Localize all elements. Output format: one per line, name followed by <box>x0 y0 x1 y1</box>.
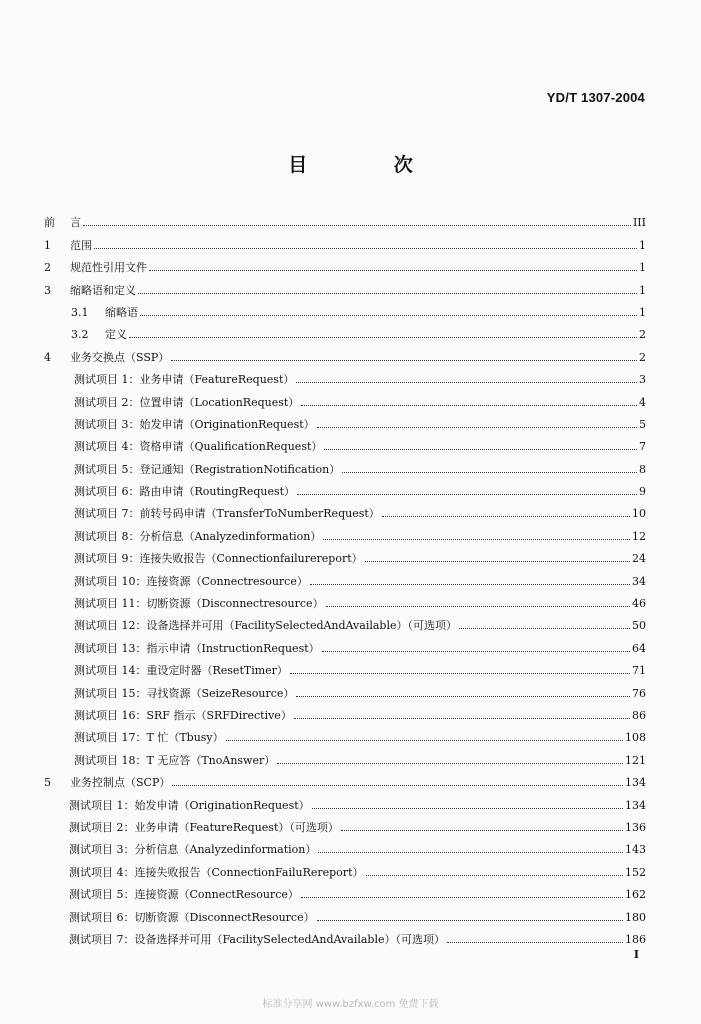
toc-entry-label: 测试项目 8：分析信息（Analyzedinformation） <box>74 529 322 543</box>
toc-entry-page: 1 <box>639 238 646 252</box>
toc-entry-label: 测试项目 3：分析信息（Analyzedinformation） <box>69 843 317 857</box>
dot-leader <box>459 627 630 629</box>
toc-entry[interactable] <box>44 834 646 856</box>
dot-leader <box>301 896 623 898</box>
toc-entry[interactable] <box>44 655 646 677</box>
dot-leader <box>149 269 637 271</box>
toc-entry-page: 64 <box>632 641 646 655</box>
toc-entry[interactable] <box>44 767 646 789</box>
toc-entry[interactable] <box>44 498 646 520</box>
toc-entry-page: 186 <box>625 932 646 946</box>
toc-entry[interactable] <box>44 588 646 610</box>
toc-entry[interactable] <box>44 700 646 722</box>
toc-entry-number: 前 <box>44 216 55 230</box>
watermark-text: 标准分享网 www.bzfxw.com 免费下载 <box>262 999 439 1010</box>
toc-entry-label: 测试项目 12：设备选择并可用（FacilitySelectedAndAvailable）（可选项） <box>74 619 457 633</box>
toc-entry-label: 测试项目 4：连接失败报告（ConnectionFailuRereport） <box>69 865 364 879</box>
toc-entry-label: 定义 <box>105 328 127 342</box>
toc-entry-number: 3.1 <box>71 305 89 319</box>
toc-entry[interactable] <box>44 610 646 632</box>
toc-entry-page: 136 <box>625 820 646 834</box>
toc-entry-page: 86 <box>632 708 646 722</box>
toc-entry[interactable] <box>44 789 646 811</box>
toc-entry[interactable] <box>44 453 646 475</box>
toc-entry[interactable] <box>44 520 646 542</box>
dot-leader <box>323 538 630 540</box>
dot-leader <box>317 426 637 428</box>
toc-entry[interactable] <box>44 274 646 296</box>
toc-entry-label: 测试项目 18：T 无应答（TnoAnswer） <box>74 753 276 767</box>
toc-entry-page: 121 <box>625 753 646 767</box>
toc-entry-label: 缩略语 <box>105 305 138 319</box>
table-of-contents <box>44 207 646 946</box>
toc-entry[interactable] <box>44 341 646 363</box>
toc-entry-label: 测试项目 16：SRF 指示（SRFDirective） <box>74 708 292 722</box>
toc-entry-page: 34 <box>632 574 646 588</box>
toc-entry-page: 1 <box>639 305 646 319</box>
dot-leader <box>318 851 623 853</box>
toc-entry[interactable] <box>44 901 646 923</box>
toc-entry-label: 测试项目 5：登记通知（RegistrationNotification） <box>74 462 341 476</box>
toc-entry-label: 测试项目 7：设备选择并可用（FacilitySelectedAndAvailable）（可选项） <box>69 932 445 946</box>
toc-entry-page: 9 <box>639 485 646 499</box>
toc-entry[interactable] <box>44 431 646 453</box>
toc-entry-page: 134 <box>625 776 646 790</box>
toc-entry-label: 测试项目 4：资格申请（QualificationRequest） <box>74 440 323 454</box>
toc-entry-page: 12 <box>632 529 646 543</box>
toc-entry[interactable] <box>44 297 646 319</box>
dot-leader <box>290 672 630 674</box>
toc-entry-label: 测试项目 11：切断资源（Disconnectresource） <box>74 597 324 611</box>
toc-entry-page: 143 <box>625 843 646 857</box>
dot-leader <box>294 717 630 719</box>
toc-entry-page: III <box>632 216 646 230</box>
page-title: 目 次 <box>288 154 453 176</box>
toc-entry-label: 业务控制点（SCP） <box>70 776 171 790</box>
toc-entry-number: 1 <box>44 238 51 252</box>
toc-entry-page: 7 <box>639 440 646 454</box>
dot-leader <box>382 515 630 517</box>
toc-entry-number: 2 <box>44 261 51 275</box>
toc-entry-label: 测试项目 7：前转号码申请（TransferToNumberRequest） <box>74 507 380 521</box>
dot-leader <box>310 583 630 585</box>
dot-leader <box>129 336 637 338</box>
dot-leader <box>277 762 623 764</box>
toc-entry-label: 测试项目 17：T 忙（Tbusy） <box>74 731 224 745</box>
toc-entry[interactable] <box>44 207 646 229</box>
toc-entry-page: 134 <box>625 798 646 812</box>
toc-entry-label: 测试项目 2：位置申请（LocationRequest） <box>74 395 300 409</box>
toc-entry-page: 180 <box>625 910 646 924</box>
toc-entry-page: 71 <box>632 664 646 678</box>
toc-entry-label: 业务交换点（SSP） <box>70 350 170 364</box>
toc-entry-label: 测试项目 3：始发申请（OriginationRequest） <box>74 417 315 431</box>
toc-entry-number: 3.2 <box>71 328 89 342</box>
toc-entry[interactable] <box>44 543 646 565</box>
dot-leader <box>297 493 637 495</box>
dot-leader <box>140 314 637 316</box>
toc-entry-label: 测试项目 14：重设定时器（ResetTimer） <box>74 664 288 678</box>
dot-leader <box>226 739 623 741</box>
dot-leader <box>341 829 623 831</box>
toc-entry-page: 10 <box>632 507 646 521</box>
page-number: I <box>633 948 639 961</box>
toc-entry-number: 3 <box>44 283 51 297</box>
toc-entry-page: 46 <box>632 597 646 611</box>
toc-entry[interactable] <box>44 476 646 498</box>
toc-entry-page: 24 <box>632 552 646 566</box>
toc-entry-page: 5 <box>639 417 646 431</box>
toc-entry-label: 言 <box>70 216 81 230</box>
toc-entry-number: 5 <box>44 776 51 790</box>
toc-entry-page: 8 <box>639 462 646 476</box>
toc-entry-label: 测试项目 9：连接失败报告（Connectionfailurereport） <box>74 552 363 566</box>
toc-entry-page: 2 <box>639 350 646 364</box>
toc-entry-label: 测试项目 13：指示申请（InstructionRequest） <box>74 641 320 655</box>
toc-entry-page: 4 <box>639 395 646 409</box>
toc-entry-page: 76 <box>632 686 646 700</box>
toc-entry[interactable] <box>44 856 646 878</box>
toc-entry[interactable] <box>44 565 646 587</box>
toc-entry-page: 1 <box>639 283 646 297</box>
toc-entry-label: 测试项目 2：业务申请（FeatureRequest）（可选项） <box>69 820 339 834</box>
toc-entry-label: 缩略语和定义 <box>70 283 136 297</box>
toc-entry-label: 测试项目 6：路由申请（RoutingRequest） <box>74 485 296 499</box>
toc-entry-page: 50 <box>632 619 646 633</box>
toc-entry[interactable] <box>44 879 646 901</box>
toc-entry[interactable] <box>44 744 646 766</box>
toc-entry-label: 范围 <box>70 238 92 252</box>
dot-leader <box>324 448 637 450</box>
toc-entry-label: 测试项目 10：连接资源（Connectresource） <box>74 574 308 588</box>
toc-entry[interactable] <box>44 319 646 341</box>
dot-leader <box>301 404 637 406</box>
toc-entry-label: 测试项目 5：连接资源（ConnectResource） <box>69 888 299 902</box>
toc-entry-page: 3 <box>639 373 646 387</box>
toc-entry-page: 108 <box>625 731 646 745</box>
standard-code: YD/T 1307-2004 <box>546 90 645 105</box>
toc-entry[interactable] <box>44 252 646 274</box>
dot-leader <box>366 874 624 876</box>
dot-leader <box>317 919 623 921</box>
dot-leader <box>138 292 637 294</box>
toc-entry[interactable] <box>44 386 646 408</box>
dot-leader <box>296 381 637 383</box>
dot-leader <box>94 247 637 249</box>
toc-entry-page: 152 <box>625 865 646 879</box>
toc-entry-label: 测试项目 15：寻找资源（SeizeResource） <box>74 686 295 700</box>
dot-leader <box>326 605 630 607</box>
toc-entry-label: 测试项目 1：业务申请（FeatureRequest） <box>74 373 295 387</box>
toc-entry-label: 测试项目 6：切断资源（DisconnectResource） <box>69 910 315 924</box>
toc-entry-page: 2 <box>639 328 646 342</box>
toc-entry[interactable] <box>44 409 646 431</box>
toc-entry-label: 规范性引用文件 <box>70 261 147 275</box>
toc-entry-page: 1 <box>639 261 646 275</box>
dot-leader <box>322 650 630 652</box>
dot-leader <box>447 941 623 943</box>
toc-entry-number: 4 <box>44 350 51 364</box>
dot-leader <box>296 695 630 697</box>
dot-leader <box>342 471 637 473</box>
dot-leader <box>365 560 630 562</box>
toc-entry[interactable] <box>44 812 646 834</box>
toc-entry[interactable] <box>44 229 646 251</box>
dot-leader <box>172 784 623 786</box>
dot-leader <box>171 359 637 361</box>
toc-entry[interactable] <box>44 632 646 654</box>
toc-entry[interactable] <box>44 722 646 744</box>
toc-entry-page: 162 <box>625 888 646 902</box>
toc-entry[interactable] <box>44 677 646 699</box>
toc-entry[interactable] <box>44 924 646 946</box>
dot-leader <box>83 224 631 226</box>
toc-entry-label: 测试项目 1：始发申请（OriginationRequest） <box>69 798 310 812</box>
toc-entry[interactable] <box>44 364 646 386</box>
dot-leader <box>312 807 623 809</box>
